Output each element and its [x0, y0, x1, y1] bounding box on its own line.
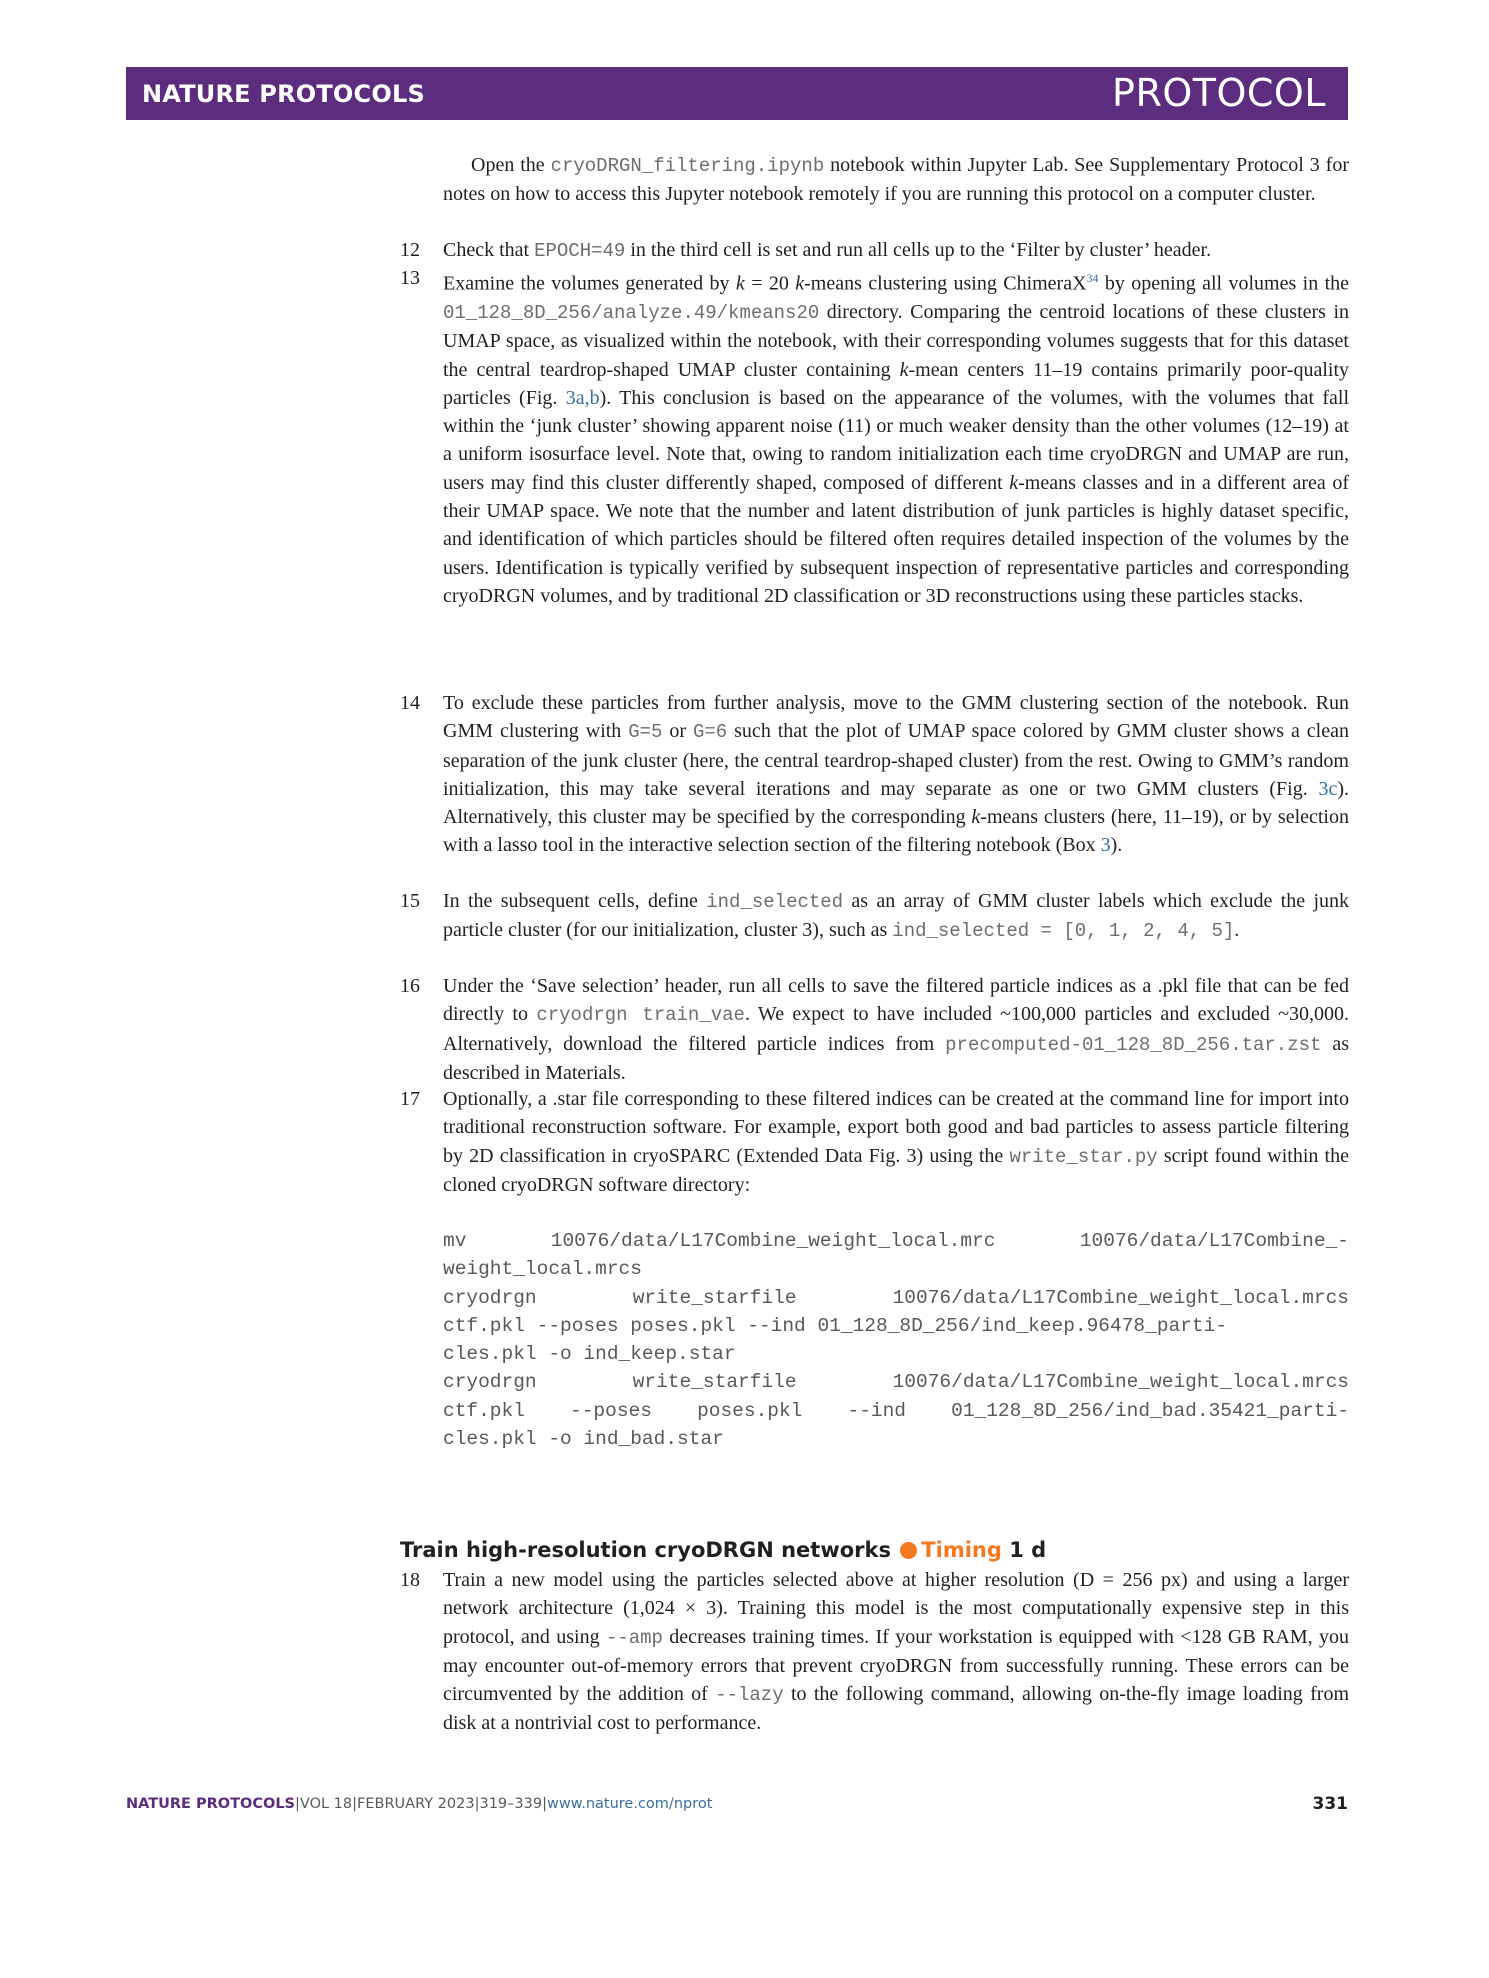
footer-url-link[interactable]: www.nature.com/nprot: [546, 1796, 713, 1812]
inline-code: cryodrgn train_vae: [536, 1004, 745, 1027]
journal-header-bar: [126, 67, 1348, 120]
step-number: 15: [400, 890, 420, 912]
code-line: weight_local.mrcs: [443, 1258, 642, 1281]
step-number: 18: [400, 1569, 420, 1591]
page-footer: NATURE PROTOCOLS|VOL 18|FEBRUARY 2023|319–339|www.nature.com/nprot: [126, 1796, 713, 1812]
inline-code: G=6: [693, 721, 728, 744]
step-number: 14: [400, 692, 420, 714]
step-13: 13 Examine the volumes generated by k = 20 k-means clustering using ChimeraX$^{34}$ by opening all volumes in the 01_128_8D_256/analyze.49/kmeans20 directory. Comparing the centroid locations of these clusters in UMAP space, as visualized within the notebook, with their corresponding volumes suggests that for this dataset the central teardrop-shaped UMAP cluster containing k-mean centers 11–19 contains primarily poor-quality particles (Fig. 3a,b). This conclusion is based on the appearance of the volumes, with the volumes that fall within the ‘junk cluster’ showing apparent noise (11) or much weaker density than the other volumes (12–19) at a uniform isosurface level. Note that, owing to random initialization each time cryoDRGN and UMAP are run, users may find this cluster differently shaped, composed of different k-means classes and in a different area of their UMAP space. We note that the number and latent distribution of junk particles is highly dataset specific, and identification of which particles should be filtered often requires detailed inspection of the volumes by the users. Identification is typically verified by subsequent inspection of representative particles and corresponding cryoDRGN volumes, and by traditional 2D classification or 3D reconstructions using these particles stacks.: [443, 264, 1349, 610]
inline-code: ind_selected: [706, 891, 844, 913]
code-line: cles.pkl -o ind_keep.star: [443, 1343, 736, 1366]
code-line: ctf.pkl --poses poses.pkl --ind 01_128_8D_256/ind_keep.96478_parti-: [443, 1314, 1228, 1337]
reference-link[interactable]: 34: [1086, 271, 1099, 285]
command-code-block: [443, 1227, 1349, 1453]
inline-code: --lazy: [715, 1684, 784, 1707]
inline-code: EPOCH=49: [534, 240, 626, 262]
step-14: 14 To exclude these particles from further analysis, move to the GMM clustering section of the notebook. Run GMM clustering with G=5 or G=6 such that the plot of UMAP space colored by GMM cluster shows a clean separation of the junk cluster (here, the central teardrop-shaped cluster) from the rest. Owing to GMM’s random initialization, this may take several iterations and may separate as one or two GMM clusters (Fig. 3c). Alternatively, this cluster may be specified by the corresponding k-means clusters (here, 11–19), or by selection with a lasso tool in the interactive selection section of the filtering notebook (Box 3).: [443, 689, 1349, 860]
figure-link[interactable]: 3a,b: [565, 386, 600, 409]
inline-code: ind_selected = [0, 1, 2, 4, 5]: [892, 920, 1235, 943]
timing-label: Timing: [921, 1538, 1002, 1562]
footer-pages: 319–339: [479, 1796, 543, 1812]
code-line: cryodrgn write_starfile 10076/data/L17Combine_weight_local.mrcs: [443, 1371, 1349, 1394]
code-line: ctf.pkl --poses poses.pkl --ind 01_128_8D_256/ind_bad.35421_parti-: [443, 1399, 1349, 1422]
code-line: cryodrgn write_starfile 10076/data/L17Combine_weight_local.mrcs: [443, 1286, 1349, 1309]
footer-volume: VOL 18: [299, 1796, 353, 1812]
journal-name: NATURE PROTOCOLS: [142, 80, 425, 108]
footer-date: FEBRUARY 2023: [357, 1796, 475, 1812]
timing-dot-icon: [900, 1542, 917, 1559]
code-line: mv 10076/data/L17Combine_weight_local.mrc 10076/data/L17Combine_-: [443, 1230, 1349, 1252]
code-line: cles.pkl -o ind_bad.star: [443, 1428, 724, 1451]
inline-code: cryoDRGN_filtering.ipynb: [550, 155, 825, 177]
step-number: 12: [400, 239, 420, 261]
footer-journal: NATURE PROTOCOLS: [126, 1796, 296, 1812]
inline-code: precomputed-01_128_8D_256.tar.zst: [945, 1033, 1322, 1056]
article-type: PROTOCOL: [1112, 71, 1326, 115]
page-number: 331: [1312, 1794, 1348, 1814]
timing-value: 1 d: [1009, 1538, 1047, 1562]
section-heading: [400, 1538, 1046, 1562]
step-16: 16 Under the ‘Save selection’ header, run all cells to save the filtered particle indices as a .pkl file that can be fed directly to cryodrgn train_vae. We expect to have included ~100,000 particles and excluded ~30,000. Alternatively, download the filtered particle indices from precomputed-01_128_8D_256.tar.zst as described in Materials.: [443, 972, 1349, 1087]
box-link[interactable]: 3: [1100, 834, 1111, 857]
inline-code: --amp: [605, 1626, 663, 1649]
step-number: 16: [400, 975, 420, 997]
inline-code: G=5: [628, 721, 663, 744]
figure-link[interactable]: 3c: [1318, 777, 1338, 800]
step-12: 12 Check that EPOCH=49 in the third cell is set and run all cells up to the ‘Filter by cluster’ header.: [443, 236, 1349, 265]
section-title: Train high-resolution cryoDRGN networks: [400, 1538, 891, 1562]
intro-paragraph: Open the cryoDRGN_filtering.ipynb notebook within Jupyter Lab. See Supplementary Protocol 3 for notes on how to access this Jupyter notebook remotely if you are running this protocol on a computer cluster.: [443, 154, 1349, 206]
inline-code: 01_128_8D_256/analyze.49/kmeans20: [443, 301, 820, 324]
step-number: 17: [400, 1088, 420, 1110]
step-number: 13: [400, 267, 420, 289]
step-17: 17 Optionally, a .star file corresponding to these filtered indices can be created at the command line for import into traditional reconstruction software. For example, export both good and bad particles to assess particle filtering by 2D classification in cryoSPARC (Extended Data Fig. 3) using the write_star.py script found within the cloned cryoDRGN software directory:: [443, 1085, 1349, 1199]
step-15: 15 In the subsequent cells, define ind_selected as an array of GMM cluster labels which exclude the junk particle cluster (for our initialization, cluster 3), such as ind_selected = [0, 1, 2, 4, 5].: [443, 887, 1349, 946]
inline-code: write_star.py: [1009, 1145, 1158, 1168]
step-18: 18 Train a new model using the particles selected above at higher resolution (D = 256 px) and using a larger network architecture (1,024 × 3). Training this model is the most computationally expensive step in this protocol, and using --amp decreases training times. If your workstation is equipped with <128 GB RAM, you may encounter out-of-memory errors that prevent cryoDRGN from successfully running. These errors can be circumvented by the addition of --lazy to the following command, allowing on-the-fly image loading from disk at a nontrivial cost to performance.: [443, 1566, 1349, 1738]
